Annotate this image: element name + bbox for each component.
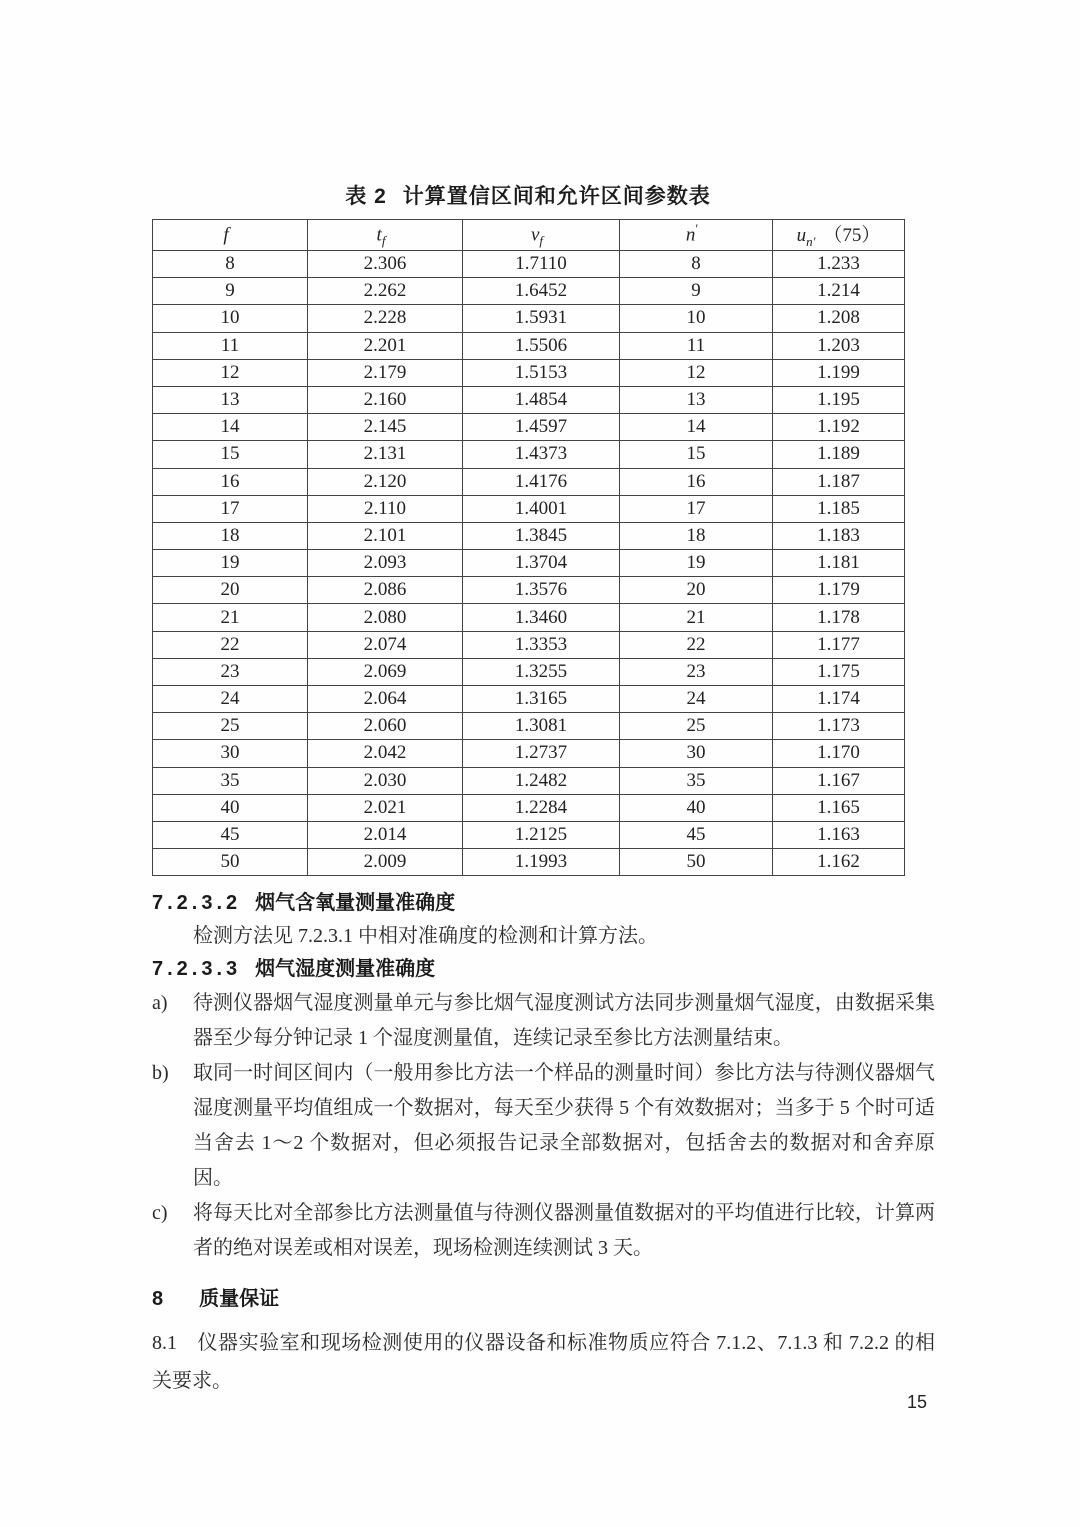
table-cell: 12 <box>153 359 308 386</box>
section-number: 7.2.3.3 <box>152 958 242 981</box>
table-cell: 15 <box>153 441 308 468</box>
table-cell: 19 <box>153 550 308 577</box>
table-cell: 21 <box>620 604 773 631</box>
table-cell: 23 <box>620 658 773 685</box>
table-cell: 1.162 <box>773 849 905 876</box>
list-text: 将每天比对全部参比方法测量值与待测仪器测量值数据对的平均值进行比较，计算两者的绝对误差或相对误差，现场检测连续测试 3 天。 <box>193 1202 935 1260</box>
table-cell: 2.093 <box>308 550 463 577</box>
table-cell: 2.306 <box>308 251 463 278</box>
table-cell: 1.2284 <box>463 794 620 821</box>
table-cell: 2.228 <box>308 305 463 332</box>
table-cell: 19 <box>620 550 773 577</box>
table-row <box>153 767 905 794</box>
table-cell: 9 <box>620 278 773 305</box>
table-cell: 1.208 <box>773 305 905 332</box>
table-cell: 1.199 <box>773 359 905 386</box>
table-cell: 1.4001 <box>463 495 620 522</box>
table-cell: 1.203 <box>773 332 905 359</box>
paragraph-7-2-3-2: 检测方法见 7.2.3.1 中相对准确度的检测和计算方法。 <box>193 925 658 948</box>
section-number: 7.2.3.2 <box>152 892 242 915</box>
table-row <box>153 332 905 359</box>
table-cell: 24 <box>153 686 308 713</box>
page-number: 15 <box>906 1392 927 1412</box>
table-row <box>153 550 905 577</box>
table-row <box>153 386 905 413</box>
table-cell: 1.192 <box>773 414 905 441</box>
table-cell: 1.3165 <box>463 686 620 713</box>
table-cell: 1.6452 <box>463 278 620 305</box>
table-cell: 20 <box>153 577 308 604</box>
table-cell: 2.060 <box>308 713 463 740</box>
table-cell: 1.3353 <box>463 631 620 658</box>
table-cell: 1.2482 <box>463 767 620 794</box>
table-cell: 11 <box>620 332 773 359</box>
table-cell: 2.030 <box>308 767 463 794</box>
table-cell: 13 <box>620 386 773 413</box>
table-cell: 1.233 <box>773 251 905 278</box>
table-cell: 2.014 <box>308 821 463 848</box>
table-cell: 2.080 <box>308 604 463 631</box>
table-cell: 50 <box>620 849 773 876</box>
table-row <box>153 522 905 549</box>
table-row <box>153 251 905 278</box>
col-header-f: f <box>153 220 308 251</box>
table-cell: 1.4854 <box>463 386 620 413</box>
table-cell: 1.4597 <box>463 414 620 441</box>
section-title: 烟气含氧量测量准确度 <box>255 892 456 915</box>
table-cell: 1.3460 <box>463 604 620 631</box>
table-cell: 2.145 <box>308 414 463 441</box>
table-cell: 2.042 <box>308 740 463 767</box>
table-cell: 1.173 <box>773 713 905 740</box>
table-cell: 2.120 <box>308 468 463 495</box>
table-caption <box>152 180 904 210</box>
table-cell: 35 <box>153 767 308 794</box>
table-row <box>153 468 905 495</box>
table-cell: 1.1993 <box>463 849 620 876</box>
list-marker: b) <box>152 1062 169 1085</box>
table-cell: 45 <box>153 821 308 848</box>
table-cell: 1.183 <box>773 522 905 549</box>
table-cell: 1.181 <box>773 550 905 577</box>
page-content <box>152 180 935 1400</box>
table-cell: 18 <box>153 522 308 549</box>
table-cell: 2.160 <box>308 386 463 413</box>
table-cell: 1.185 <box>773 495 905 522</box>
table-cell: 1.195 <box>773 386 905 413</box>
table-cell: 15 <box>620 441 773 468</box>
table-cell: 1.3704 <box>463 550 620 577</box>
table-cell: 21 <box>153 604 308 631</box>
table-cell: 1.5506 <box>463 332 620 359</box>
section-heading-7-2-3-3 <box>152 953 935 986</box>
table-cell: 20 <box>620 577 773 604</box>
table-cell: 1.177 <box>773 631 905 658</box>
table-cell: 9 <box>153 278 308 305</box>
table-body <box>153 251 905 876</box>
table-cell: 25 <box>620 713 773 740</box>
list-text: 取同一时间区间内（一般用参比方法一个样品的测量时间）参比方法与待测仪器烟气湿度测量平均值组成一个数据对，每天至少获得 5 个有效数据对；当多于 5 个时可适当舍去 1～2 个数据对，但必须报告记录全部数据对，包括舍去的数据对和舍弃原因。 <box>193 1062 935 1190</box>
table-cell: 11 <box>153 332 308 359</box>
table-cell: 18 <box>620 522 773 549</box>
list-marker: a) <box>152 992 168 1015</box>
table-cell: 1.170 <box>773 740 905 767</box>
col-header-n-prime: n′ <box>620 220 773 251</box>
table-row <box>153 686 905 713</box>
table-cell: 1.5153 <box>463 359 620 386</box>
table-cell: 25 <box>153 713 308 740</box>
table-cell: 22 <box>153 631 308 658</box>
list-item-b <box>152 1056 935 1196</box>
section-heading-7-2-3-2 <box>152 887 935 920</box>
table-cell: 1.3845 <box>463 522 620 549</box>
table-cell: 2.262 <box>308 278 463 305</box>
table-cell: 2.201 <box>308 332 463 359</box>
table-cell: 2.101 <box>308 522 463 549</box>
section-title: 烟气湿度测量准确度 <box>255 958 436 981</box>
list-item-a <box>152 986 935 1056</box>
table-cell: 22 <box>620 631 773 658</box>
table-cell: 1.3081 <box>463 713 620 740</box>
table-label: 表 2 <box>345 185 387 208</box>
confidence-interval-parameters-table <box>152 219 905 876</box>
table-cell: 2.131 <box>308 441 463 468</box>
table-cell: 1.7110 <box>463 251 620 278</box>
table-cell: 1.178 <box>773 604 905 631</box>
table-cell: 2.009 <box>308 849 463 876</box>
text-sections <box>152 887 935 1400</box>
table-cell: 1.3576 <box>463 577 620 604</box>
table-cell: 17 <box>620 495 773 522</box>
section-title: 质量保证 <box>199 1288 280 1311</box>
table-cell: 45 <box>620 821 773 848</box>
table-cell: 14 <box>620 414 773 441</box>
table-cell: 2.074 <box>308 631 463 658</box>
table-cell: 2.110 <box>308 495 463 522</box>
paragraph-text: 仪器实验室和现场检测使用的仪器设备和标准物质应符合 7.1.2、7.1.3 和 7.2.2 的相关要求。 <box>152 1332 935 1393</box>
table-cell: 40 <box>153 794 308 821</box>
table-cell: 2.021 <box>308 794 463 821</box>
section-number: 8 <box>152 1288 164 1311</box>
table-cell: 2.086 <box>308 577 463 604</box>
table-cell: 24 <box>620 686 773 713</box>
table-cell: 23 <box>153 658 308 685</box>
table-title-text: 计算置信区间和允许区间参数表 <box>402 185 711 208</box>
table-row <box>153 849 905 876</box>
table-row <box>153 713 905 740</box>
paragraph-number: 8.1 <box>152 1332 177 1355</box>
table-row <box>153 740 905 767</box>
col-header-tf: $t_f$ <box>308 220 463 251</box>
table-cell: 1.187 <box>773 468 905 495</box>
list-marker: c) <box>152 1202 168 1225</box>
section-heading-8 <box>152 1283 935 1316</box>
table-cell: 1.165 <box>773 794 905 821</box>
table-cell: 2.069 <box>308 658 463 685</box>
table-row <box>153 278 905 305</box>
table-cell: 1.163 <box>773 821 905 848</box>
table-row <box>153 658 905 685</box>
col-header-vf: $v_f$ <box>463 220 620 251</box>
table-cell: 10 <box>620 305 773 332</box>
table-cell: 40 <box>620 794 773 821</box>
table-row <box>153 821 905 848</box>
table-cell: 8 <box>153 251 308 278</box>
table-cell: 14 <box>153 414 308 441</box>
table-cell: 1.2737 <box>463 740 620 767</box>
table-cell: 1.5931 <box>463 305 620 332</box>
table-cell: 35 <box>620 767 773 794</box>
table-cell: 1.167 <box>773 767 905 794</box>
table-row <box>153 359 905 386</box>
table-cell: 1.3255 <box>463 658 620 685</box>
table-cell: 1.174 <box>773 686 905 713</box>
table-row <box>153 604 905 631</box>
table-cell: 2.179 <box>308 359 463 386</box>
table-cell: 8 <box>620 251 773 278</box>
table-row <box>153 441 905 468</box>
list-item-c <box>152 1196 935 1266</box>
table-cell: 1.214 <box>773 278 905 305</box>
table-cell: 17 <box>153 495 308 522</box>
paragraph-8-1 <box>152 1324 935 1400</box>
table-cell: 1.4373 <box>463 441 620 468</box>
table-cell: 16 <box>153 468 308 495</box>
table-cell: 1.175 <box>773 658 905 685</box>
table-row <box>153 414 905 441</box>
table-cell: 16 <box>620 468 773 495</box>
table-cell: 30 <box>153 740 308 767</box>
table-cell: 1.179 <box>773 577 905 604</box>
table-row <box>153 794 905 821</box>
table-cell: 1.189 <box>773 441 905 468</box>
table-row <box>153 631 905 658</box>
table-cell: 2.064 <box>308 686 463 713</box>
table-cell: 30 <box>620 740 773 767</box>
table-cell: 13 <box>153 386 308 413</box>
table-header-row <box>153 220 905 251</box>
table-row <box>153 305 905 332</box>
table-cell: 12 <box>620 359 773 386</box>
table-cell: 1.2125 <box>463 821 620 848</box>
table-cell: 10 <box>153 305 308 332</box>
list-text: 待测仪器烟气湿度测量单元与参比烟气湿度测试方法同步测量烟气湿度，由数据采集器至少每分钟记录 1 个湿度测量值，连续记录至参比方法测量结束。 <box>193 992 935 1050</box>
table-row <box>153 495 905 522</box>
table-row <box>153 577 905 604</box>
table-cell: 1.4176 <box>463 468 620 495</box>
table-cell: 50 <box>153 849 308 876</box>
col-header-un-75: $u_{n'}$ （75） <box>773 220 905 251</box>
